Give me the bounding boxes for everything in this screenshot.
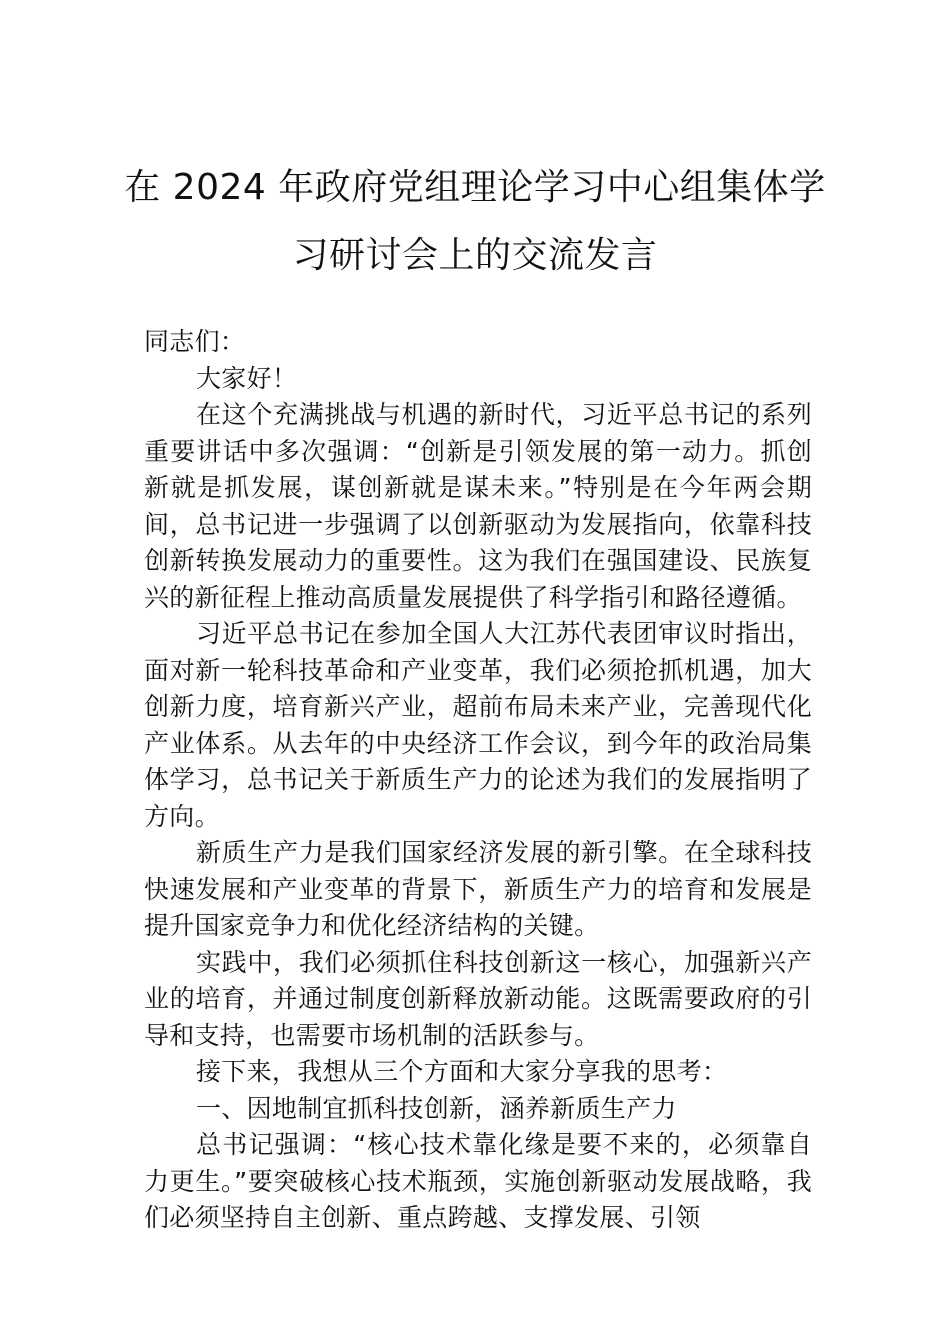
paragraph-5: 接下来，我想从三个方面和大家分享我的思考： <box>196 1057 728 1086</box>
document-title-line-1: 在 2024 年政府党组理论学习中心组集体学 <box>124 167 826 208</box>
paragraph-2: 习近平总书记在参加全国人大江苏代表团审议时指出，面对新一轮科技革命和产业变革，我们必须抢抓机遇，加大创新力度，培育新兴产业，超前布局未来产业，完善现代化产业体系。从去年的中央经济工作会议，到今年的政治局集体学习，总书记关于新质生产力的论述为我们的发展指明了方向。 <box>144 619 812 831</box>
salutation: 同志们： <box>144 327 246 356</box>
document-title-line-2: 习研讨会上的交流发言 <box>292 235 658 276</box>
paragraph-3: 新质生产力是我们国家经济发展的新引擎。在全球科技快速发展和产业变革的背景下，新质生产力的培育和发展是提升国家竞争力和优化经济结构的关键。 <box>144 838 812 940</box>
document-body <box>144 324 812 1237</box>
paragraph-1: 在这个充满挑战与机遇的新时代，习近平总书记的系列重要讲话中多次强调：“创新是引领发展的第一动力。抓创新就是抓发展，谋创新就是谋未来。”特别是在今年两会期间，总书记进一步强调了以创新驱动为发展指向，依靠科技创新转换发展动力的重要性。这为我们在强国建设、民族复兴的新征程上推动高质量发展提供了科学指引和路径遵循。 <box>144 400 812 612</box>
section-1-paragraph: 总书记强调：“核心技术靠化缘是要不来的，必须靠自力更生。”要突破核心技术瓶颈，实施创新驱动发展战略，我们必须坚持自主创新、重点跨越、支撑发展、引领 <box>144 1130 812 1232</box>
paragraph-4: 实践中，我们必须抓住科技创新这一核心，加强新兴产业的培育，并通过制度创新释放新动能。这既需要政府的引导和支持，也需要市场机制的活跃参与。 <box>144 947 812 1050</box>
greeting: 大家好！ <box>196 363 298 393</box>
section-heading-1: 一、因地制宜抓科技创新，涵养新质生产力 <box>196 1093 677 1123</box>
